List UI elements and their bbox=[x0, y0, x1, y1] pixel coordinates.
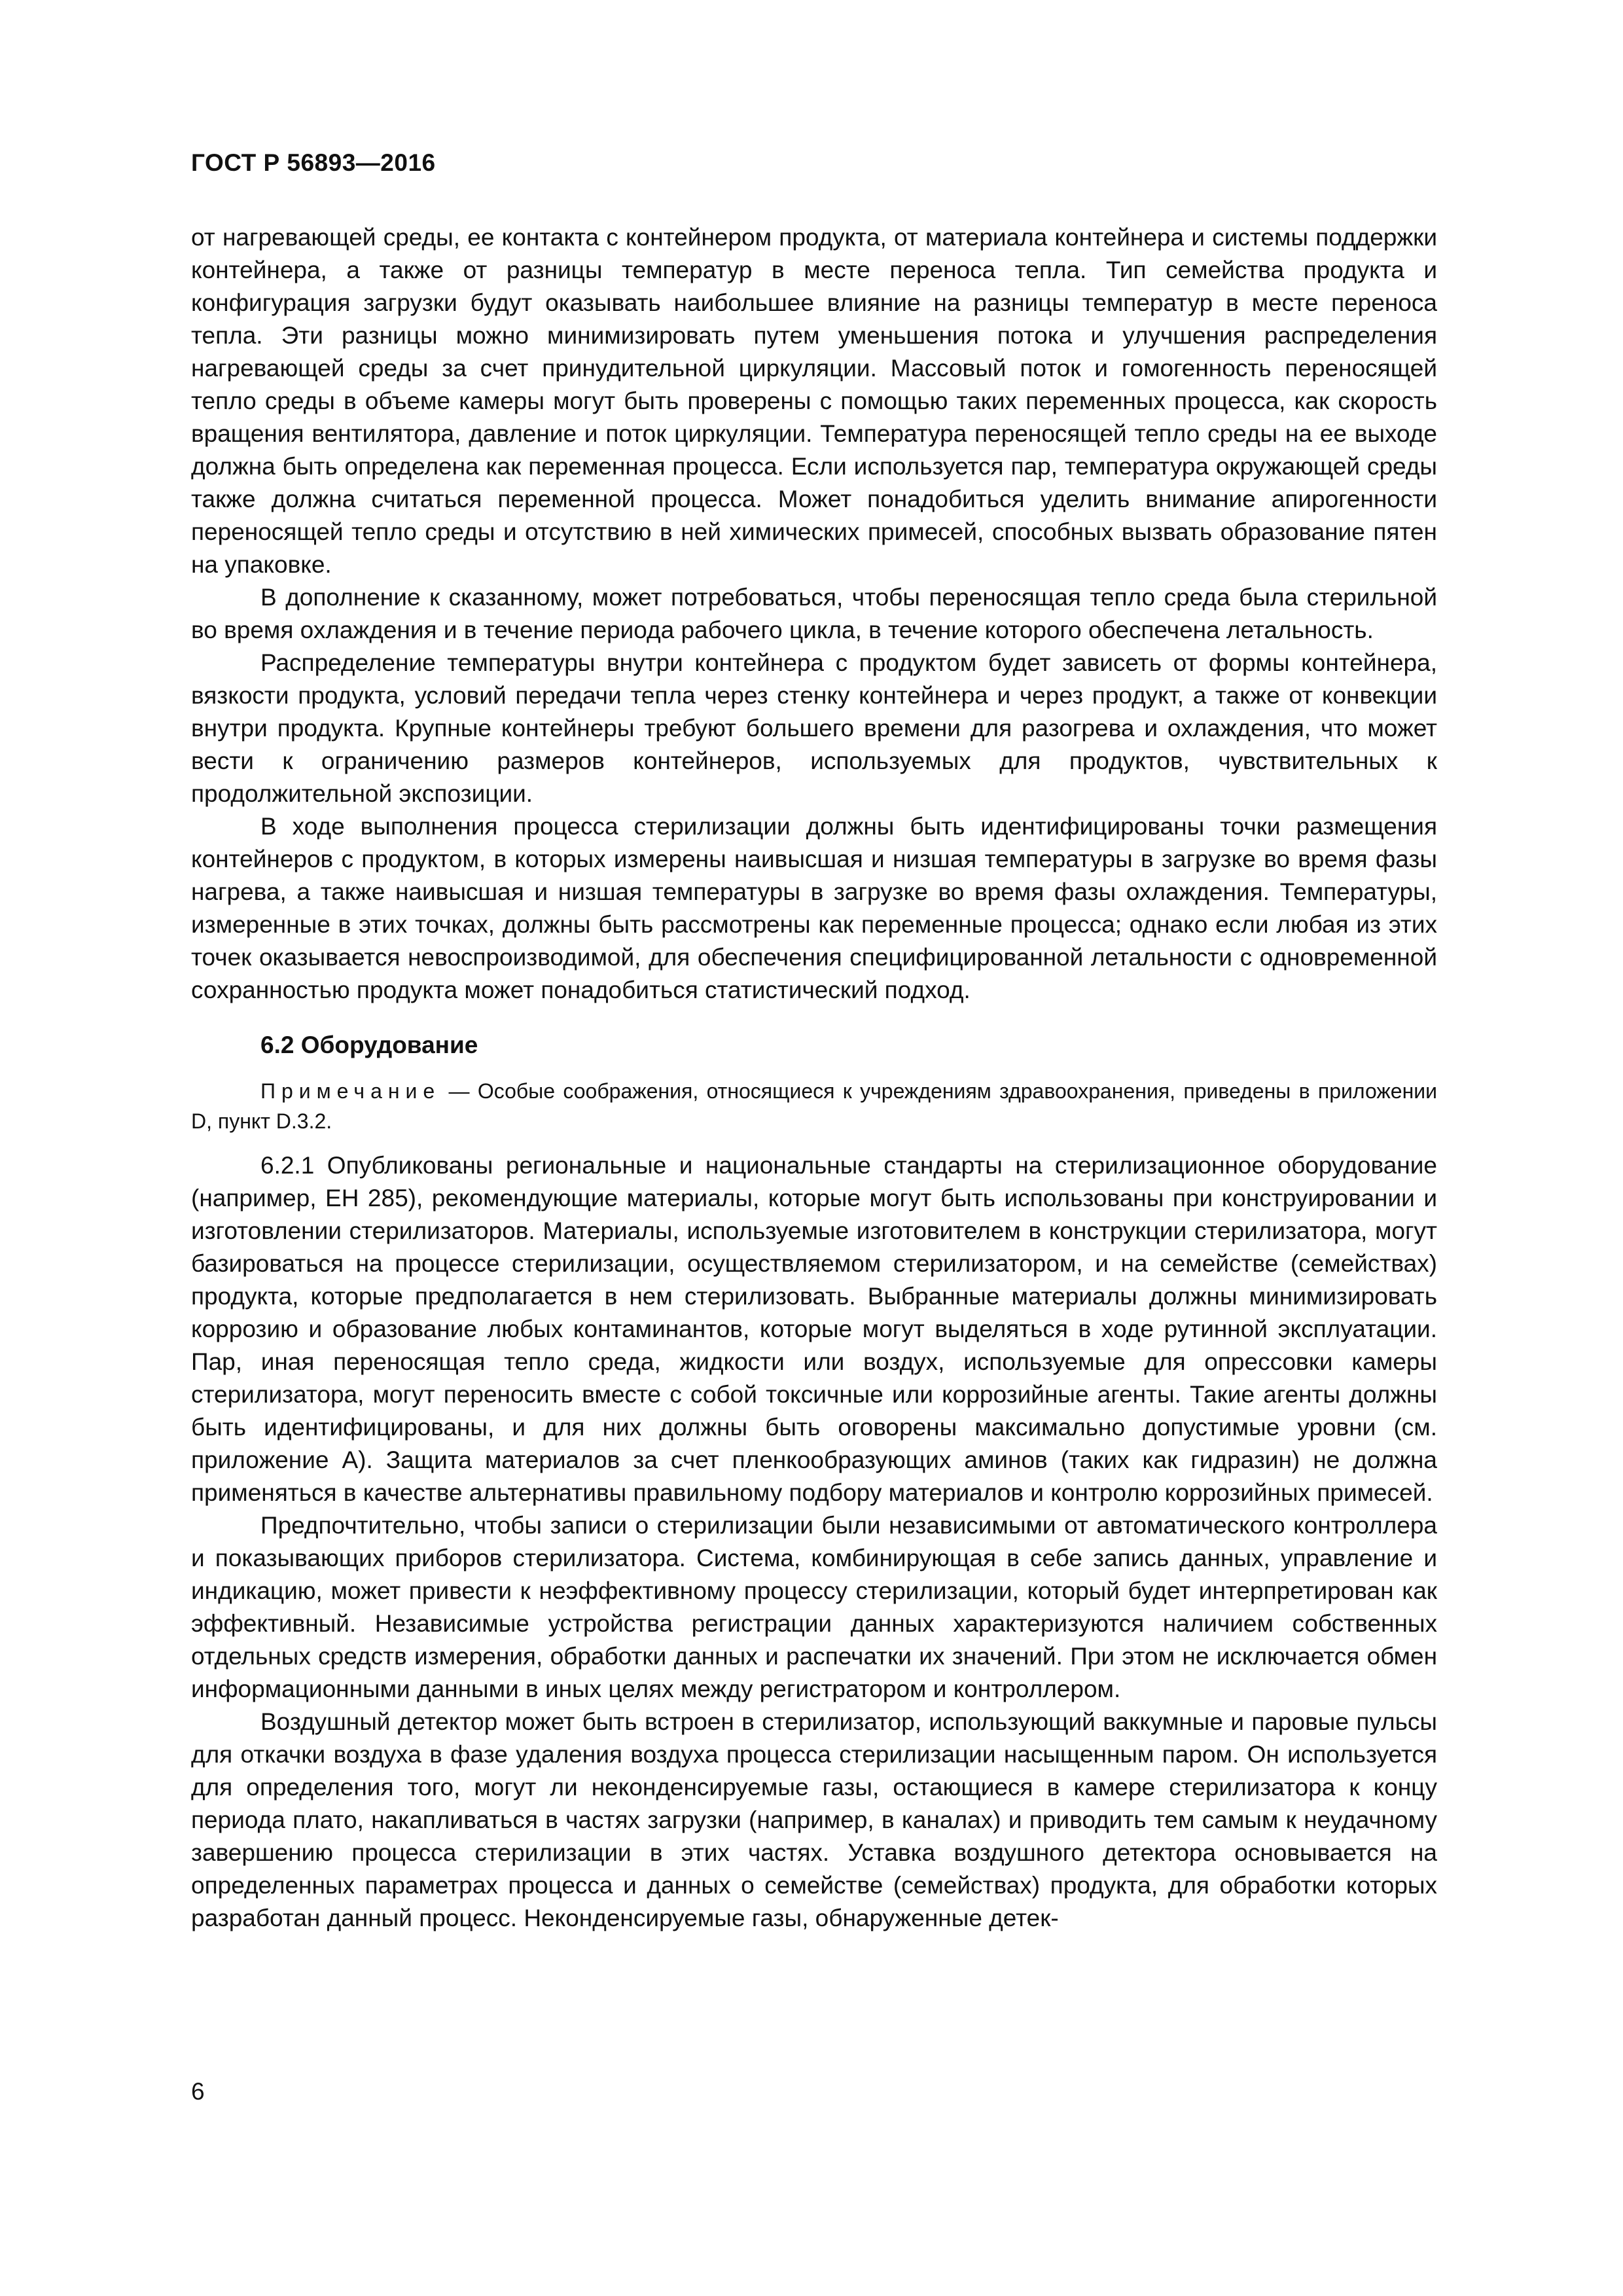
paragraph: Распределение температуры внутри контейнера с продуктом будет зависеть от формы контейнера, вязкости продукта, условий передачи тепла через стенку контейнера и через продукт, а также от конвекции внутри продукта. Крупные контейнеры требуют большего времени для разогрева и охлаждения, что может вести к ограничению размеров контейнеров, используемых для продуктов, чувствительных к продолжительной экспозиции. bbox=[191, 649, 1437, 807]
paragraph: В ходе выполнения процесса стерилизации должны быть идентифицированы точки размещения контейнеров с продуктом, в которых измерены наивысшая и низшая температуры в загрузке во время фазы нагрева, а также наивысшая и низшая температуры в загрузке во время фазы охлаждения. Температуры, измеренные в этих точках, должны быть рассмотрены как переменные процесса; однако если любая из этих точек оказывается невоспроизводимой, для обеспечения специфицированной летальности с одновременной сохранностью продукта может понадобиться статистический подход. bbox=[191, 813, 1437, 1003]
paragraph: В дополнение к сказанному, может потребоваться, чтобы переносящая тепло среда была стерильной во время охлаждения и в течение периода рабочего цикла, в течение которого обеспечена летальность. bbox=[191, 584, 1437, 643]
paragraph: Воздушный детектор может быть встроен в стерилизатор, использующий ваккумные и паровые пульсы для откачки воздуха в фазе удаления воздуха процесса стерилизации насыщенным паром. Он используется для определения того, могут ли неконденсируемые газы, остающиеся в камере стерилизатора к концу периода плато, накапливаться в частях загрузки (например, в каналах) и приводить тем самым к неудачному завершению процесса стерилизации в этих частях. Уставка воздушного детектора основывается на определенных параметрах процесса и данных о семействе (семействах) продукта, для обработки которых разработан данный процесс. Неконденсируемые газы, обнаруженные детек- bbox=[191, 1708, 1437, 1931]
note bbox=[191, 1076, 1437, 1136]
paragraph: от нагревающей среды, ее контакта с контейнером продукта, от материала контейнера и системы поддержки контейнера, а также от разницы температур в месте переноса тепла. Тип семейства продукта и конфигурация загрузки будут оказывать наибольшее влияние на разницы температур в месте переноса тепла. Эти разницы можно минимизировать путем уменьшения потока и улучшения распределения нагревающей среды за счет принудительной циркуляции. Массовый поток и гомогенность переносящей тепло среды в объеме камеры могут быть проверены с помощью таких переменных процесса, как скорость вращения вентилятора, давление и поток циркуляции. Температура переносящей тепло среды на ее выходе должна быть определена как переменная процесса. Если используется пар, температура окружающей среды также должна считаться переменной процесса. Может понадобиться уделить внимание апирогенности переносящей тепло среды и отсутствию в ней химических примесей, способных вызвать образование пятен на упаковке. bbox=[191, 224, 1437, 578]
paragraph: 6.2.1 Опубликованы региональные и национальные стандарты на стерилизационное оборудование (например, ЕН 285), рекомендующие материалы, которые могут быть использованы при конструировании и изготовлении стерилизаторов. Материалы, используемые изготовителем в конструкции стерилизатора, могут базироваться на процессе стерилизации, осуществляемом стерилизатором, и на семействе (семействах) продукта, которые предполагается в нем стерилизовать. Выбранные материалы должны минимизировать коррозию и образование любых контаминантов, которые могут выделяться в ходе рутинной эксплуатации. Пар, иная переносящая тепло среда, жидкости или воздух, используемые для опрессовки камеры стерилизатора, могут переносить вместе с собой токсичные или коррозийные агенты. Такие агенты должны быть идентифицированы, и для них должны быть оговорены максимально допустимые уровни (см. приложение А). Защита материалов за счет пленкообразующих аминов (таких как гидразин) не должна применяться в качестве альтернативы правильному подбору материалов и контролю коррозийных примесей. bbox=[191, 1152, 1437, 1506]
document-body bbox=[191, 221, 1437, 1935]
note-label: Примечание bbox=[260, 1079, 441, 1103]
document-header: ГОСТ Р 56893—2016 bbox=[191, 149, 436, 176]
note-text: — Особые соображения, относящиеся к учреждениям здравоохранения, приведены в приложении D, пункт D.3.2. bbox=[191, 1079, 1437, 1133]
section-heading: 6.2 Оборудование bbox=[260, 1031, 478, 1058]
paragraph: Предпочтительно, чтобы записи о стерилизации были независимыми от автоматического контроллера и показывающих приборов стерилизатора. Система, комбинирующая в себе запись данных, управление и индикацию, может привести к неэффективному процессу стерилизации, который будет интерпретирован как эффективный. Независимые устройства регистрации данных характеризуются наличием собственных отдельных средств измерения, обработки данных и распечатки их значений. При этом не исключается обмен информационными данными в иных целях между регистратором и контроллером. bbox=[191, 1512, 1437, 1702]
page-number: 6 bbox=[191, 2078, 205, 2105]
